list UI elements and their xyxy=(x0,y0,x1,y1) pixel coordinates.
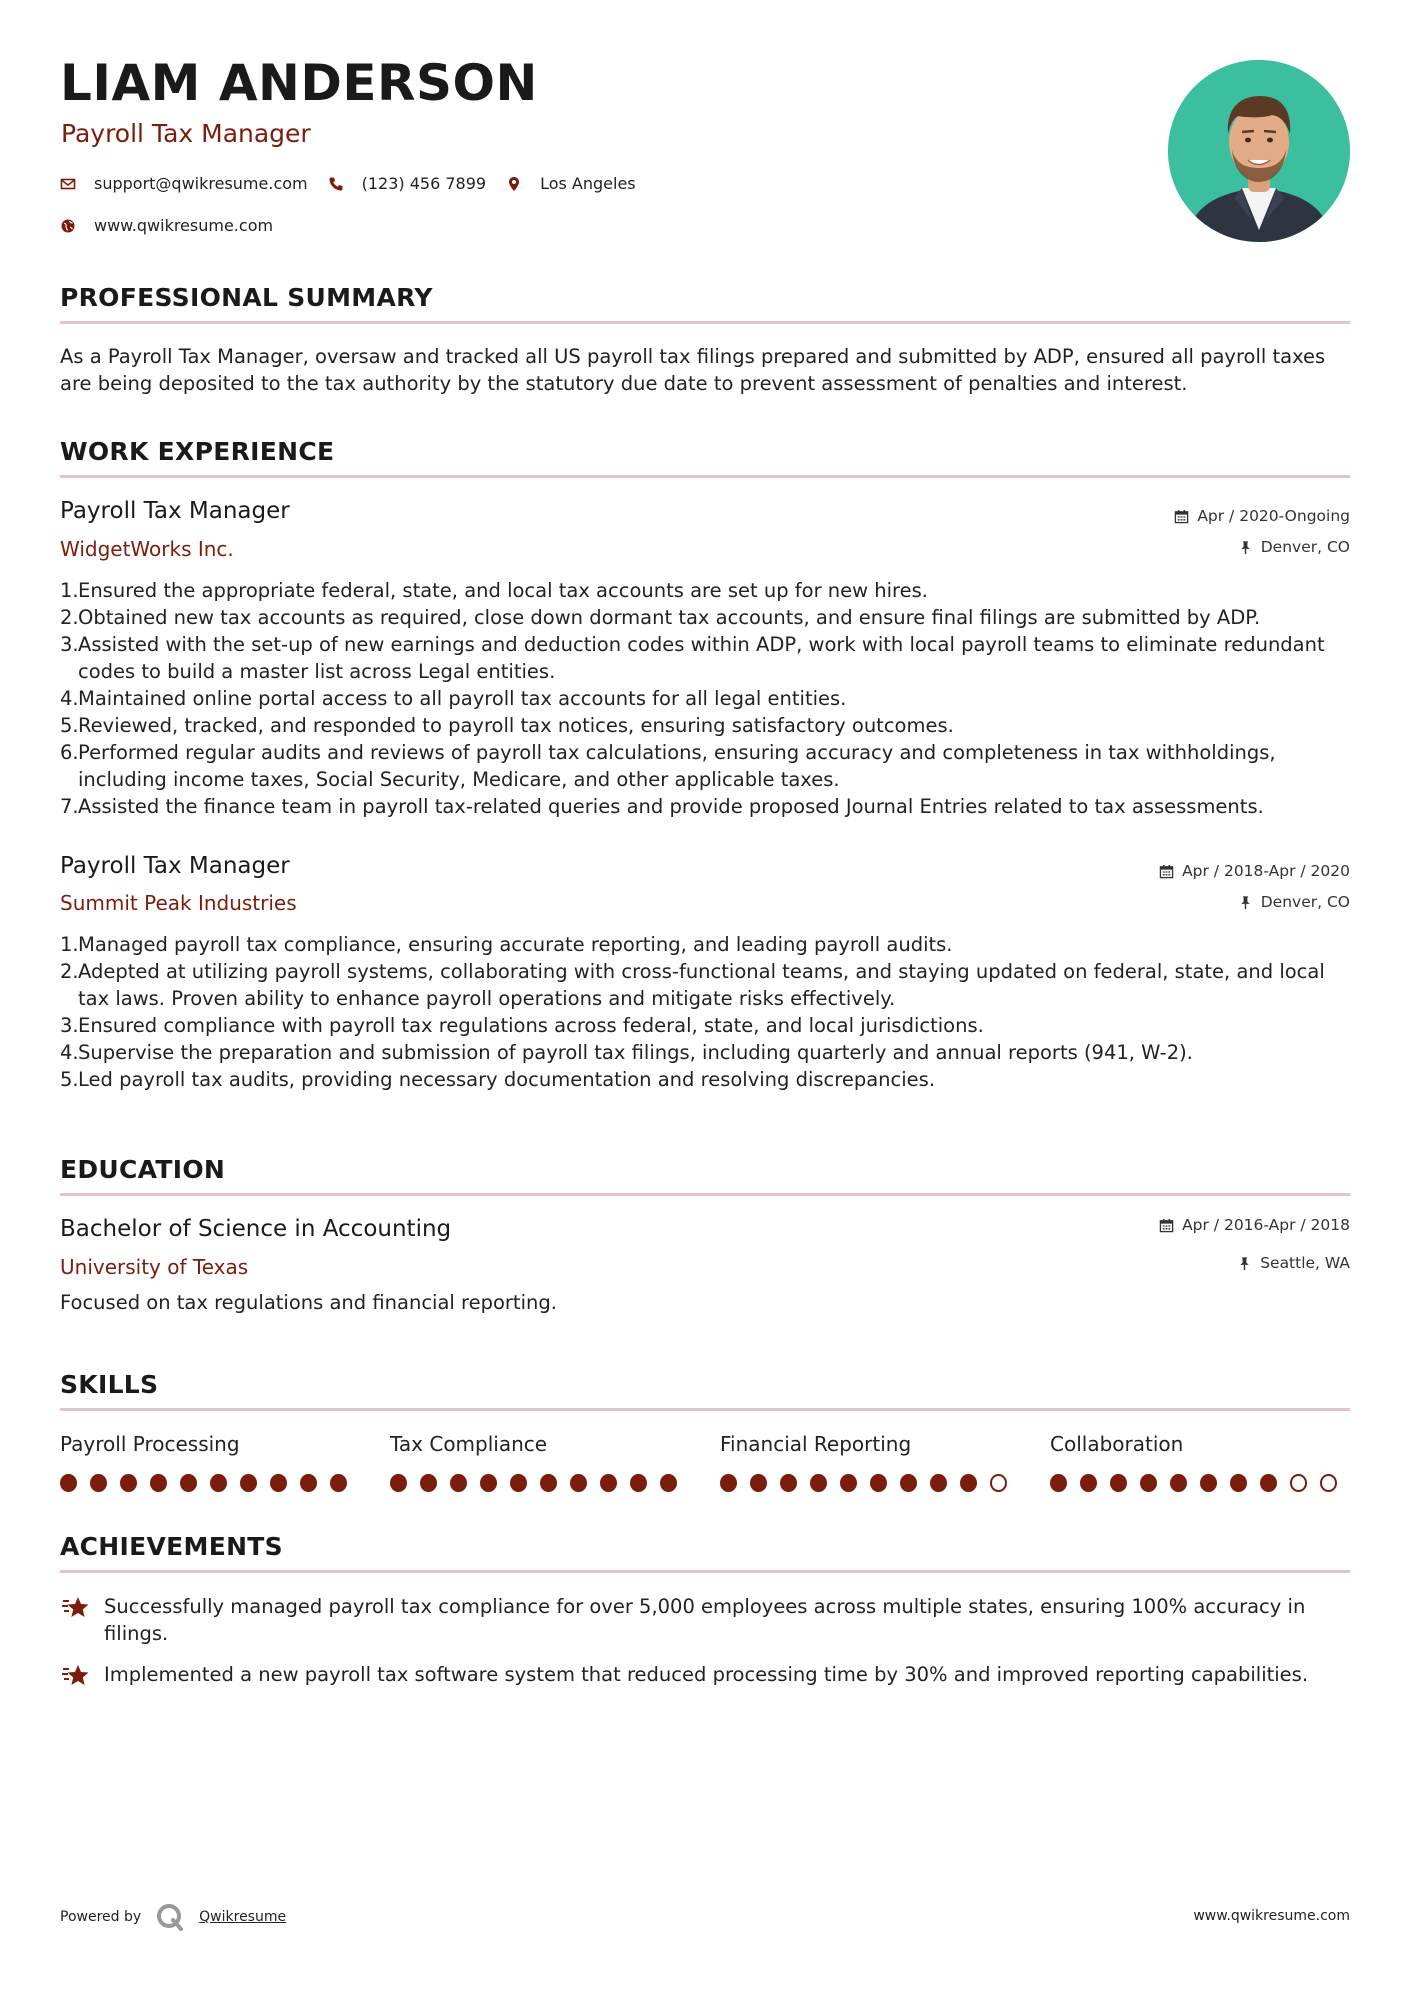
school-name: University of Texas xyxy=(60,1255,249,1279)
rating-dot-filled xyxy=(870,1474,887,1492)
envelope-icon xyxy=(60,176,76,192)
qwikresume-logo-icon xyxy=(155,1902,185,1932)
achievement-text: Implemented a new payroll tax software system that reduced processing time by 30% and improved reporting capabilities. xyxy=(104,1663,1309,1686)
pushpin-icon xyxy=(1237,1256,1252,1271)
job-responsibilities-list xyxy=(60,577,1352,820)
rating-dot-filled xyxy=(270,1474,287,1492)
contact-email[interactable] xyxy=(60,174,308,193)
pushpin-icon xyxy=(1238,895,1253,910)
skill-name: Collaboration xyxy=(1050,1432,1184,1456)
calendar-icon xyxy=(1174,509,1189,524)
contact-row-secondary xyxy=(60,216,293,235)
rating-dot-filled xyxy=(630,1474,647,1492)
job-dates xyxy=(1174,509,1350,525)
rating-dot-filled xyxy=(150,1474,167,1492)
rating-dot-filled xyxy=(540,1474,557,1492)
skill-rating xyxy=(1050,1474,1350,1492)
job-dates-text: Apr / 2020-Ongoing xyxy=(1197,507,1350,525)
rating-dot-filled xyxy=(1260,1474,1277,1492)
job-location xyxy=(1238,540,1350,556)
degree-title: Bachelor of Science in Accounting xyxy=(60,1216,452,1242)
rating-dot-filled xyxy=(840,1474,857,1492)
achievement-item xyxy=(60,1593,1352,1647)
rating-dot-filled xyxy=(420,1474,437,1492)
skill-rating xyxy=(390,1474,690,1492)
candidate-title: Payroll Tax Manager xyxy=(61,119,311,148)
rating-dot-filled xyxy=(570,1474,587,1492)
rating-dot-filled xyxy=(210,1474,227,1492)
skill-item xyxy=(60,1434,360,1492)
contact-row-primary xyxy=(60,174,656,193)
calendar-icon xyxy=(1159,1218,1174,1233)
list-item: 5. Led payroll tax audits, providing necessary documentation and resolving discrepancies. xyxy=(60,1068,936,1091)
job-responsibilities-list xyxy=(60,931,1352,1093)
rating-dot-filled xyxy=(720,1474,737,1492)
rating-dot-empty xyxy=(990,1474,1007,1492)
contact-location xyxy=(506,174,636,193)
rating-dot-filled xyxy=(1200,1474,1217,1492)
profile-photo xyxy=(1168,60,1350,242)
rating-dot-filled xyxy=(930,1474,947,1492)
contact-email-text: support@qwikresume.com xyxy=(94,174,308,193)
skill-item xyxy=(720,1434,1020,1492)
phone-icon xyxy=(328,176,344,192)
education-location xyxy=(1237,1256,1350,1272)
section-divider xyxy=(60,321,1350,324)
rating-dot-empty xyxy=(1320,1474,1337,1492)
rating-dot-filled xyxy=(1140,1474,1157,1492)
section-heading-summary: PROFESSIONAL SUMMARY xyxy=(60,283,433,312)
skill-rating xyxy=(60,1474,360,1492)
rating-dot-filled xyxy=(900,1474,917,1492)
list-item: 1. Ensured the appropriate federal, state, and local tax accounts are set up for new hires. xyxy=(60,579,929,602)
section-divider xyxy=(60,475,1350,478)
list-item: 2. Adepted at utilizing payroll systems, collaborating with cross-functional teams, and staying updated on federal, state, and local tax laws. Proven ability to enhance payroll operations and mitigate risks effectively. xyxy=(60,960,1325,1010)
list-item: 6. Performed regular audits and reviews of payroll tax calculations, ensuring accuracy and completeness in tax withholdings, including income taxes, Social Security, Medicare, and other applicable taxes. xyxy=(60,741,1276,791)
list-item: 3. Assisted with the set-up of new earnings and deduction codes within ADP, work with local payroll teams to eliminate redundant codes to build a master list across Legal entities. xyxy=(60,633,1325,683)
rating-dot-filled xyxy=(60,1474,77,1492)
section-divider xyxy=(60,1570,1350,1573)
section-heading-skills: SKILLS xyxy=(60,1370,159,1399)
star-award-icon xyxy=(60,1593,90,1623)
education-dates-text: Apr / 2016-Apr / 2018 xyxy=(1182,1216,1350,1234)
contact-phone[interactable] xyxy=(328,174,486,193)
contact-location-text: Los Angeles xyxy=(540,174,636,193)
footer-url[interactable]: www.qwikresume.com xyxy=(1193,1908,1350,1924)
education-dates xyxy=(1159,1218,1350,1234)
rating-dot-filled xyxy=(480,1474,497,1492)
rating-dot-filled xyxy=(180,1474,197,1492)
job-company: WidgetWorks Inc. xyxy=(60,537,234,561)
skill-item xyxy=(1050,1434,1350,1492)
rating-dot-filled xyxy=(120,1474,137,1492)
rating-dot-filled xyxy=(450,1474,467,1492)
rating-dot-filled xyxy=(1170,1474,1187,1492)
education-location-text: Seattle, WA xyxy=(1260,1254,1350,1272)
rating-dot-filled xyxy=(1110,1474,1127,1492)
summary-text: As a Payroll Tax Manager, oversaw and tracked all US payroll tax filings prepared and submitted by ADP, ensured all payroll taxes are being deposited to the tax authority by the statutory due date to prevent assessment of penalties and interest. xyxy=(60,345,1326,395)
globe-icon xyxy=(60,218,76,234)
star-award-icon xyxy=(60,1661,90,1691)
pushpin-icon xyxy=(1238,540,1253,555)
section-heading-achievements: ACHIEVEMENTS xyxy=(60,1532,283,1561)
powered-by-label: Powered by xyxy=(60,1909,142,1925)
rating-dot-filled xyxy=(390,1474,407,1492)
rating-dot-filled xyxy=(810,1474,827,1492)
job-company: Summit Peak Industries xyxy=(60,891,297,915)
list-item: 5. Reviewed, tracked, and responded to payroll tax notices, ensuring satisfactory outcomes. xyxy=(60,714,954,737)
skill-rating xyxy=(720,1474,1020,1492)
contact-phone-text: (123) 456 7899 xyxy=(361,174,487,193)
section-heading-experience: WORK EXPERIENCE xyxy=(60,437,335,466)
section-heading-education: EDUCATION xyxy=(60,1155,226,1184)
list-item: 4. Supervise the preparation and submission of payroll tax filings, including quarterly and annual reports (941, W-2). xyxy=(60,1041,1193,1064)
rating-dot-filled xyxy=(960,1474,977,1492)
rating-dot-filled xyxy=(1080,1474,1097,1492)
map-pin-icon xyxy=(506,176,522,192)
rating-dot-filled xyxy=(240,1474,257,1492)
candidate-name: LIAM ANDERSON xyxy=(60,54,538,112)
section-divider xyxy=(60,1408,1350,1411)
list-item: 2. Obtained new tax accounts as required, close down dormant tax accounts, and ensure final filings are submitted by ADP. xyxy=(60,606,1261,629)
achievement-text: Successfully managed payroll tax compliance for over 5,000 employees across multiple states, ensuring 100% accuracy in filings. xyxy=(104,1595,1306,1645)
qwikresume-link[interactable]: Qwikresume xyxy=(199,1909,287,1925)
rating-dot-filled xyxy=(1050,1474,1067,1492)
rating-dot-filled xyxy=(330,1474,347,1492)
rating-dot-filled xyxy=(600,1474,617,1492)
job-location-text: Denver, CO xyxy=(1260,893,1350,911)
job-location-text: Denver, CO xyxy=(1260,538,1350,556)
list-item: 7. Assisted the finance team in payroll tax-related queries and provide proposed Journal Entries related to tax assessments. xyxy=(60,795,1264,818)
section-divider xyxy=(60,1193,1350,1196)
footer-powered-by xyxy=(60,1902,286,1932)
rating-dot-filled xyxy=(780,1474,797,1492)
skill-name: Payroll Processing xyxy=(60,1432,240,1456)
job-dates-text: Apr / 2018-Apr / 2020 xyxy=(1182,862,1350,880)
rating-dot-filled xyxy=(510,1474,527,1492)
contact-website[interactable] xyxy=(60,216,273,235)
rating-dot-empty xyxy=(1290,1474,1307,1492)
skill-name: Financial Reporting xyxy=(720,1432,912,1456)
job-title: Payroll Tax Manager xyxy=(60,853,290,879)
skill-name: Tax Compliance xyxy=(390,1432,548,1456)
job-dates xyxy=(1159,864,1350,880)
job-location xyxy=(1238,895,1350,911)
rating-dot-filled xyxy=(1230,1474,1247,1492)
job-title: Payroll Tax Manager xyxy=(60,498,290,524)
contact-website-text: www.qwikresume.com xyxy=(94,216,274,235)
rating-dot-filled xyxy=(660,1474,677,1492)
education-description: Focused on tax regulations and financial reporting. xyxy=(60,1291,557,1314)
list-item: 1. Managed payroll tax compliance, ensuring accurate reporting, and leading payroll audits. xyxy=(60,933,953,956)
rating-dot-filled xyxy=(300,1474,317,1492)
list-item: 3. Ensured compliance with payroll tax regulations across federal, state, and local jurisdictions. xyxy=(60,1014,984,1037)
rating-dot-filled xyxy=(90,1474,107,1492)
calendar-icon xyxy=(1159,864,1174,879)
rating-dot-filled xyxy=(750,1474,767,1492)
achievement-item xyxy=(60,1661,1352,1691)
skill-item xyxy=(390,1434,690,1492)
list-item: 4. Maintained online portal access to all payroll tax accounts for all legal entities. xyxy=(60,687,847,710)
